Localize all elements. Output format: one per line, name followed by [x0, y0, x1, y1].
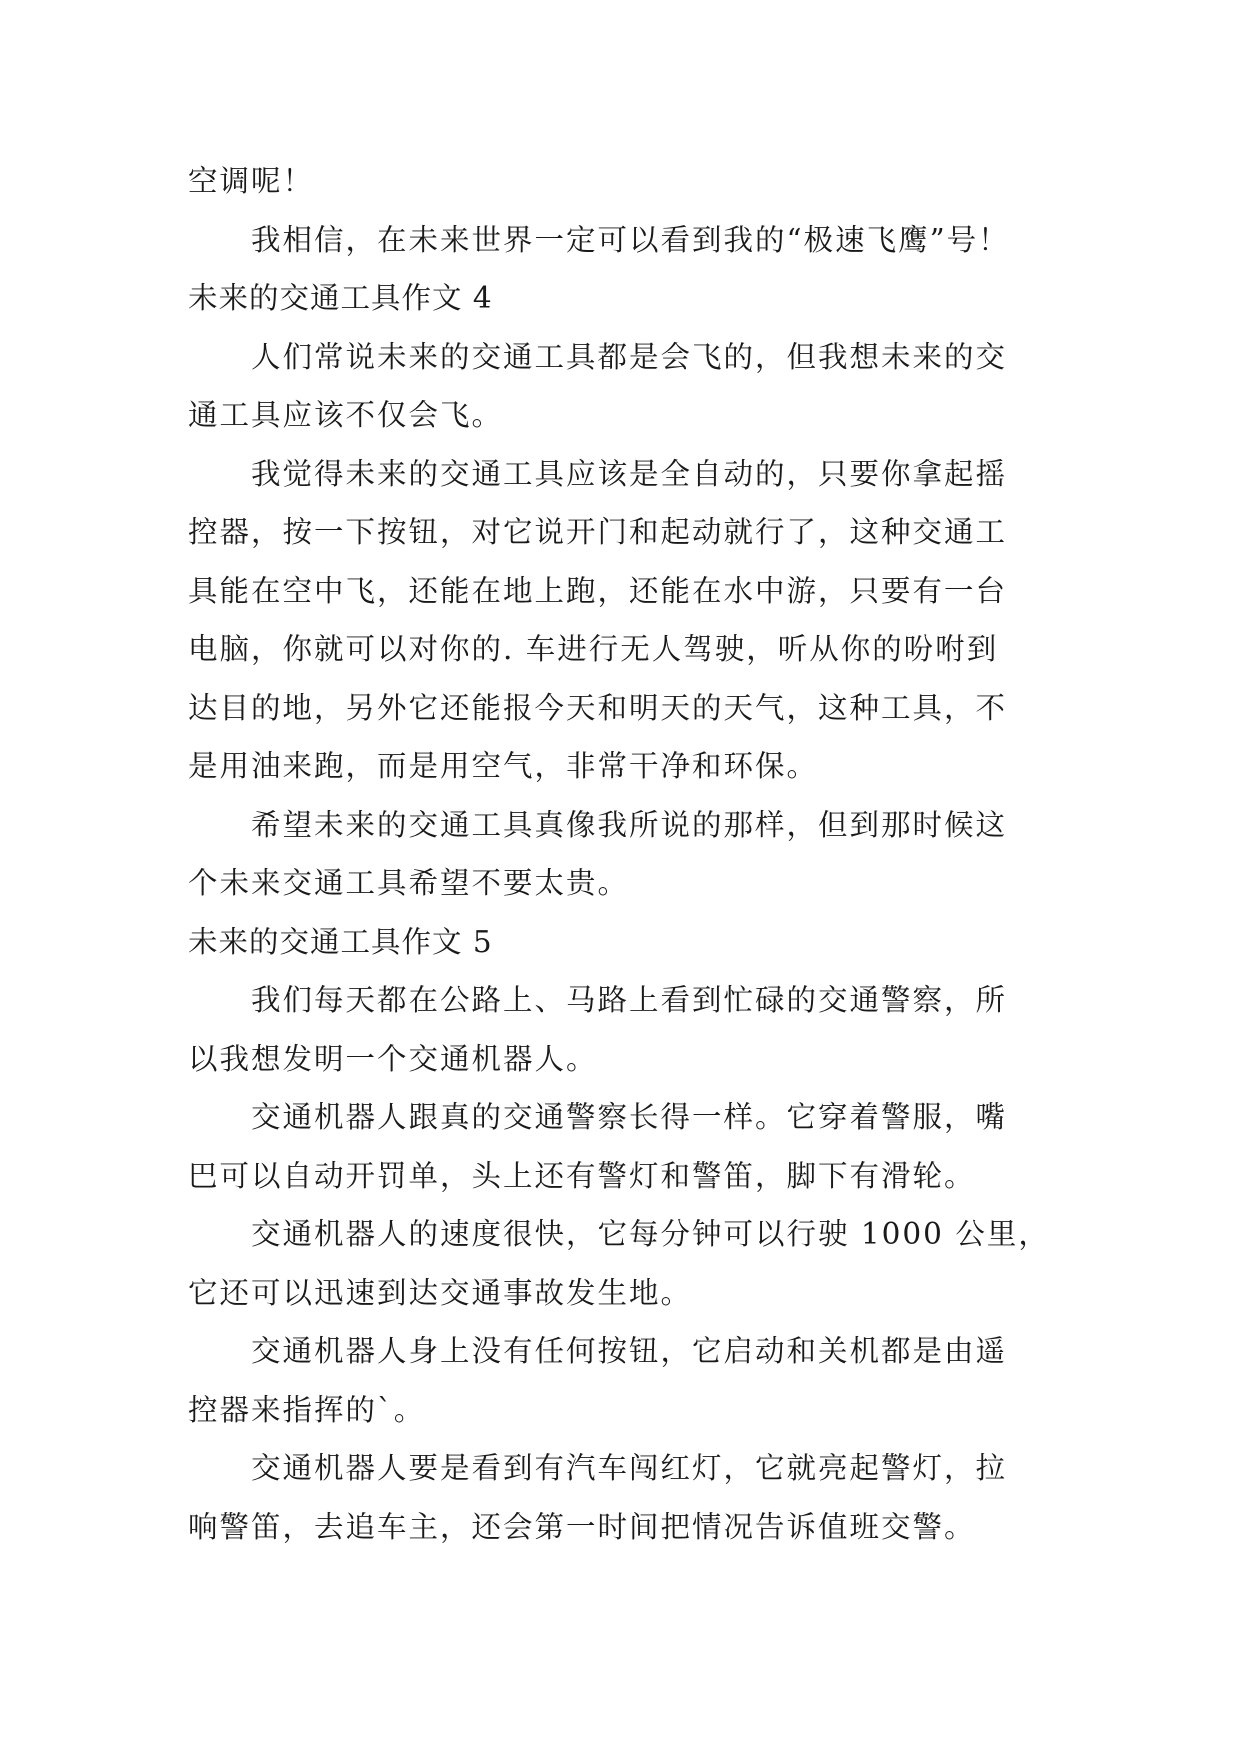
paragraph-start: 我觉得未来的交通工具应该是全自动的，只要你拿起摇 [251, 456, 1008, 491]
document-body [188, 152, 1048, 1556]
paragraph-start: 交通机器人要是看到有汽车闯红灯，它就亮起警灯，拉 [251, 1451, 1008, 1485]
paragraph-start: 交通机器人身上没有任何按钮，它启动和关机都是由遥 [251, 1334, 1008, 1368]
text-line: 具能在空中飞，还能在地上跑，还能在水中游，只要有一台 [188, 573, 1008, 608]
paragraph-start: 交通机器人的速度很快，它每分钟可以行驶 1000 公里， [251, 1217, 1050, 1251]
paragraph-start: 希望未来的交通工具真像我所说的那样，但到那时候这 [251, 807, 1008, 842]
text-line: 它还可以迅速到达交通事故发生地。 [188, 1275, 693, 1310]
paragraph-start: 我相信，在未来世界一定可以看到我的“极速飞鹰”号！ [251, 222, 1010, 257]
text-line: 电脑，你就可以对你的. 车进行无人驾驶，听从你的吩咐到 [188, 632, 999, 666]
text-line: 控器来指挥的`。 [188, 1392, 426, 1427]
text-line: 个未来交通工具希望不要太贵。 [188, 866, 630, 900]
text-line: 以我想发明一个交通机器人。 [188, 1041, 598, 1076]
text-line: 巴可以自动开罚单，头上还有警灯和警笛，脚下有滑轮。 [188, 1158, 976, 1193]
paragraph-start: 我们每天都在公路上、马路上看到忙碌的交通警察，所 [251, 983, 1008, 1017]
text-line: 空调呢！ [188, 164, 315, 198]
text-line: 达目的地，另外它还能报今天和明天的天气，这种工具，不 [188, 690, 1008, 725]
section-heading: 未来的交通工具作文 5 [188, 924, 493, 959]
text-line: 控器，按一下按钮，对它说开门和起动就行了，这种交通工 [188, 515, 1008, 549]
text-line: 是用油来跑，而是用空气，非常干净和环保。 [188, 749, 819, 783]
paragraph-start: 人们常说未来的交通工具都是会飞的，但我想未来的交 [251, 339, 1008, 374]
text-line: 响警笛，去追车主，还会第一时间把情况告诉值班交警。 [188, 1509, 976, 1544]
paragraph-start: 交通机器人跟真的交通警察长得一样。它穿着警服，嘴 [251, 1100, 1008, 1134]
text-line: 通工具应该不仅会飞。 [188, 398, 504, 432]
section-heading: 未来的交通工具作文 4 [188, 281, 493, 315]
